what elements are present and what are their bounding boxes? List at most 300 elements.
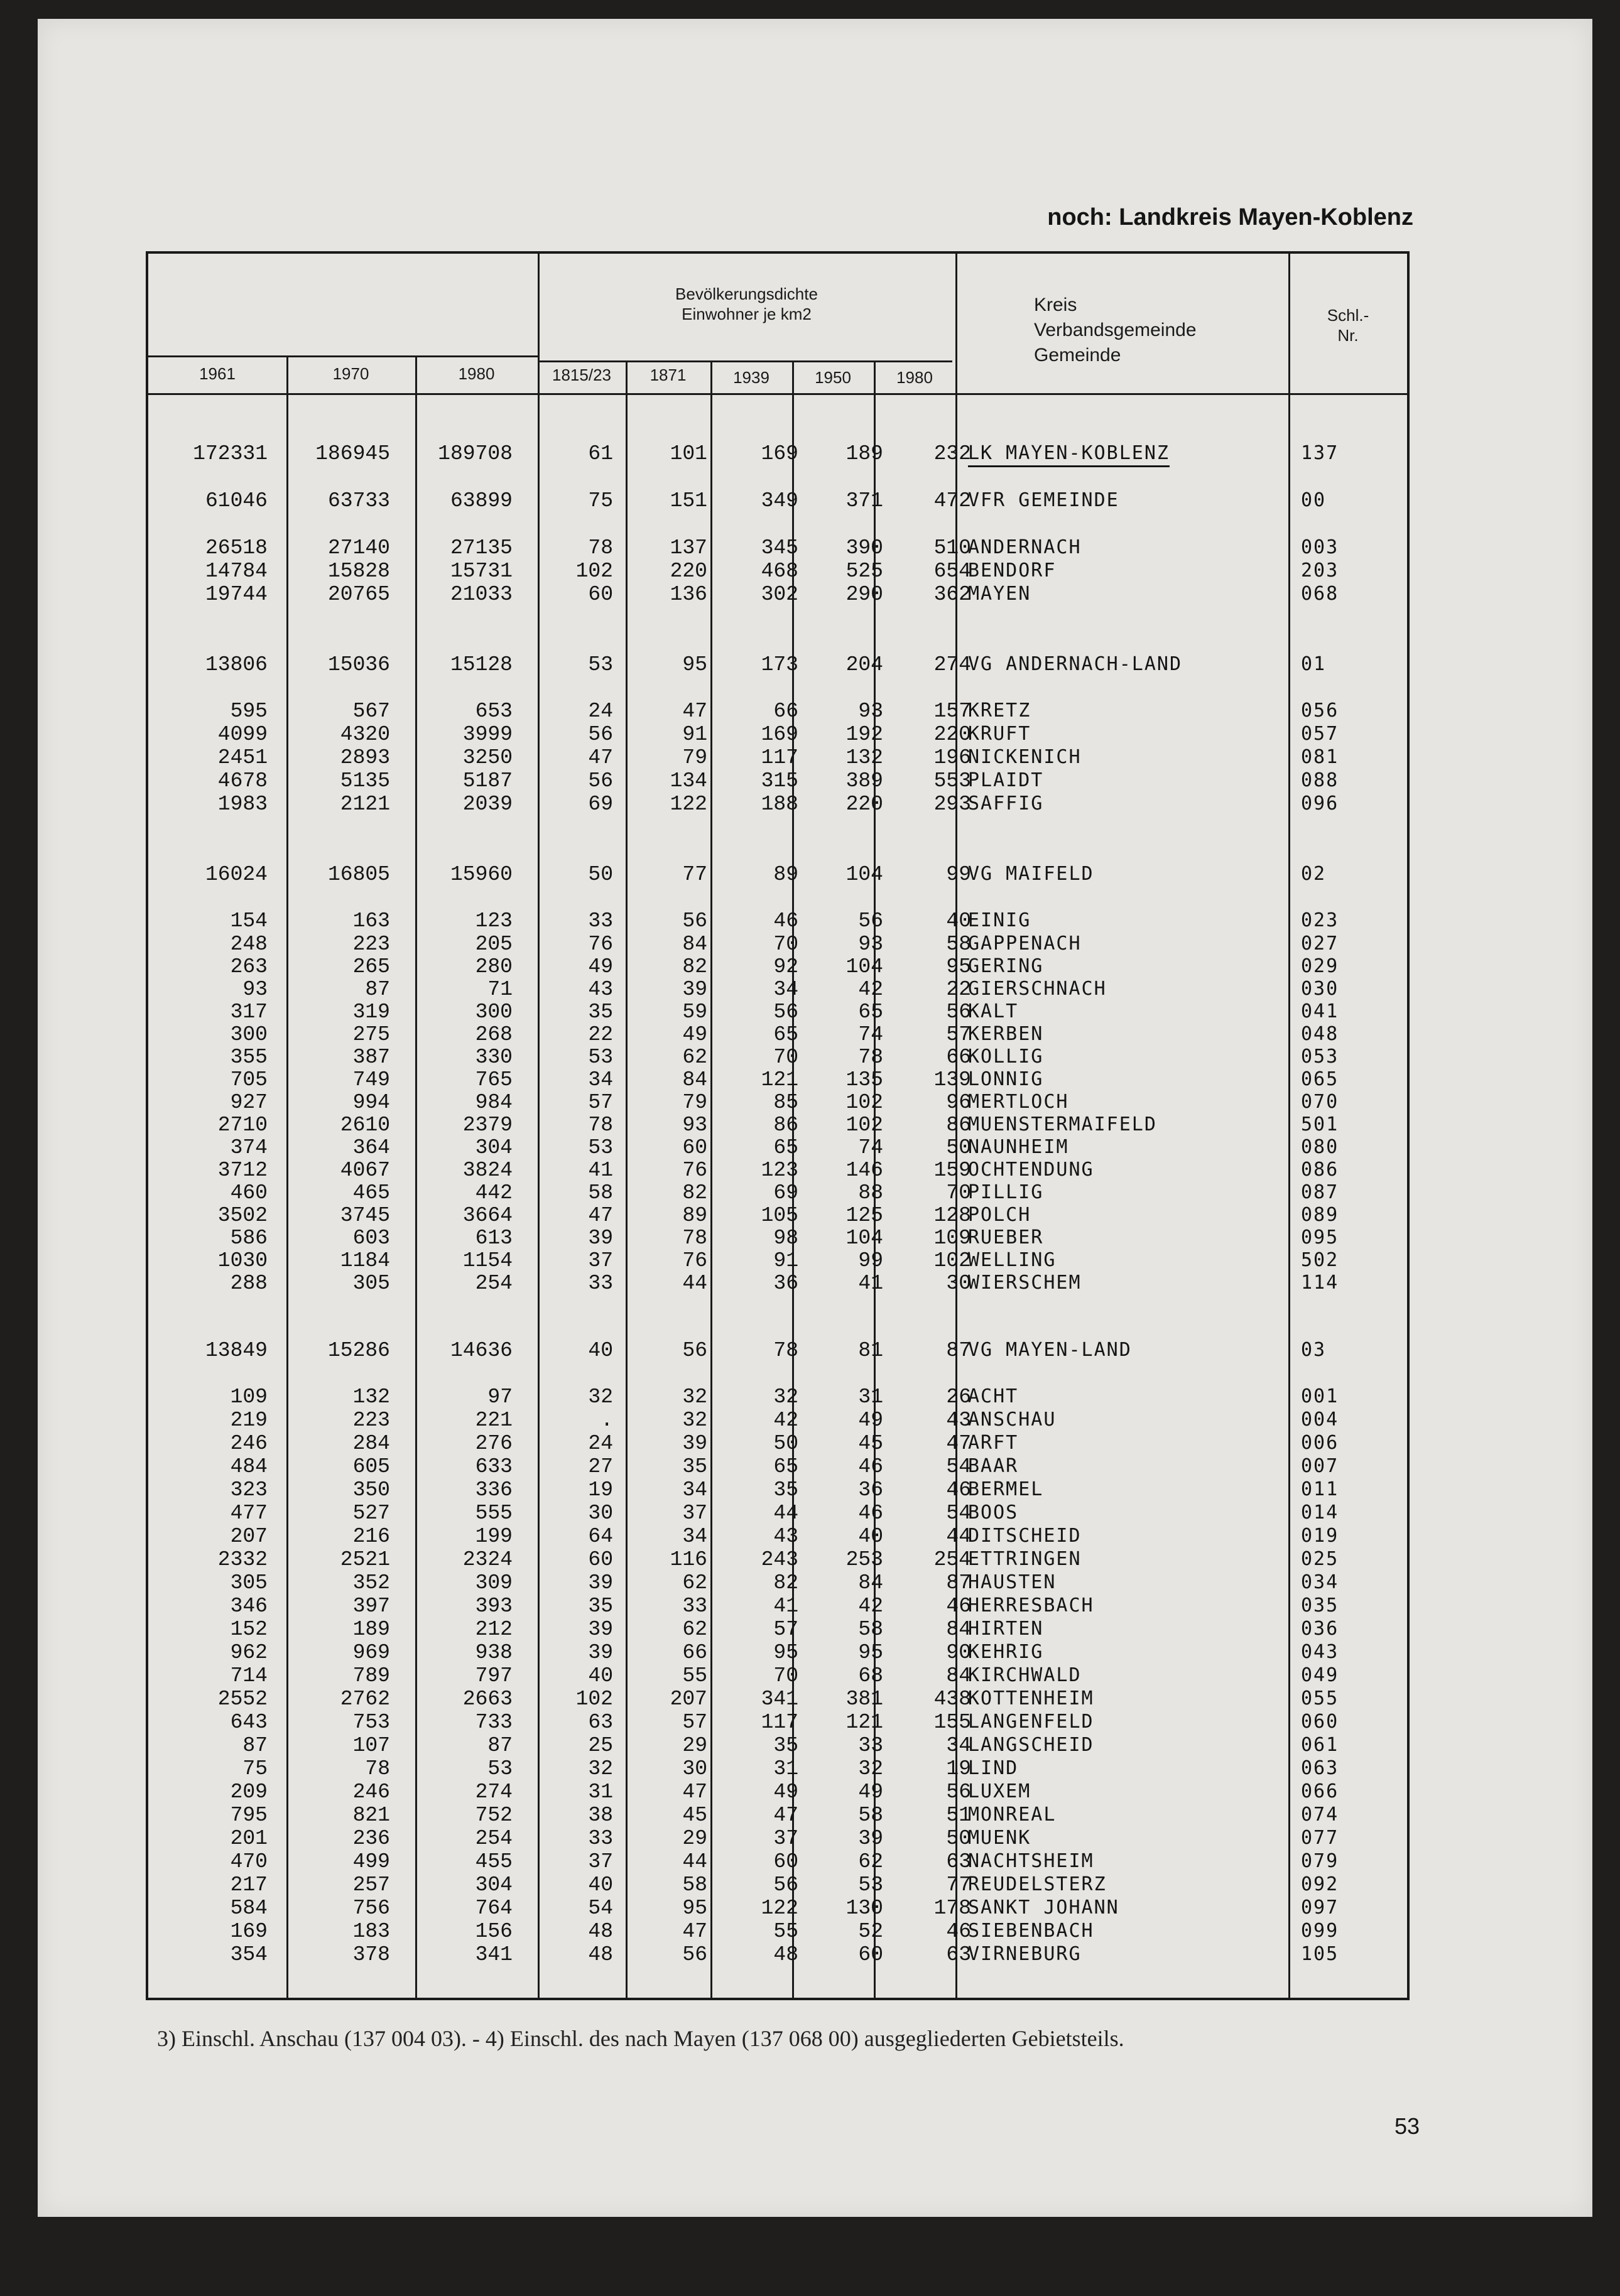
density-group-header: Bevölkerungsdichte Einwohner je km2 xyxy=(675,284,818,323)
cell-name: KRUFT xyxy=(968,723,1031,745)
cell-v1961: 16024 xyxy=(205,863,268,886)
cell-d1950: 389 xyxy=(845,769,883,793)
cell-v1961: 374 xyxy=(230,1136,268,1159)
cell-d1815: 19 xyxy=(588,1478,613,1502)
cell-d1939: 315 xyxy=(761,769,798,793)
cell-v1970: 27140 xyxy=(327,536,390,560)
cell-v1980: 199 xyxy=(475,1525,513,1548)
cell-name: LIND xyxy=(968,1757,1019,1779)
cell-d1815: 32 xyxy=(588,1385,613,1409)
cell-name: LUXEM xyxy=(968,1780,1031,1802)
cell-name: EINIG xyxy=(968,909,1031,931)
cell-nr: 02 xyxy=(1301,863,1327,885)
table-row xyxy=(148,1159,1412,1181)
cell-d1815: 56 xyxy=(588,769,613,793)
table-row xyxy=(148,1873,1412,1896)
cell-v1970: 756 xyxy=(352,1897,390,1920)
cell-d1980: 553 xyxy=(933,769,971,793)
cell-d1980: 19 xyxy=(946,1757,971,1780)
cell-v1961: 61046 xyxy=(205,489,268,512)
cell-nr: 001 xyxy=(1301,1385,1339,1407)
cell-nr: 501 xyxy=(1301,1113,1339,1135)
cell-nr: 092 xyxy=(1301,1873,1339,1895)
cell-nr: 066 xyxy=(1301,1780,1339,1802)
cell-v1961: 354 xyxy=(230,1943,268,1966)
cell-v1980: 555 xyxy=(475,1502,513,1525)
cell-d1815: 40 xyxy=(588,1664,613,1687)
cell-d1815: 38 xyxy=(588,1804,613,1827)
table-row xyxy=(148,1734,1412,1757)
cell-d1950: 381 xyxy=(845,1687,883,1711)
cell-nr: 061 xyxy=(1301,1734,1339,1756)
cell-d1939: 42 xyxy=(773,1409,798,1432)
cell-v1980: 938 xyxy=(475,1641,513,1664)
cell-d1871: 56 xyxy=(682,1339,707,1362)
cell-d1871: 49 xyxy=(682,1023,707,1046)
cell-d1980: 96 xyxy=(946,1091,971,1114)
cell-nr: 114 xyxy=(1301,1272,1339,1294)
cell-d1871: 34 xyxy=(682,1478,707,1502)
cell-d1950: 189 xyxy=(845,442,883,465)
cell-d1815: 34 xyxy=(588,1068,613,1091)
cell-d1980: 50 xyxy=(946,1136,971,1159)
cell-d1815: 53 xyxy=(588,1046,613,1069)
cell-d1939: 349 xyxy=(761,489,798,512)
cell-v1980: 274 xyxy=(475,1780,513,1804)
cell-v1980: 752 xyxy=(475,1804,513,1827)
cell-d1939: 36 xyxy=(773,1272,798,1295)
cell-name: KOTTENHEIM xyxy=(968,1687,1094,1709)
cell-d1939: 32 xyxy=(773,1385,798,1409)
cell-d1980: 50 xyxy=(946,1827,971,1850)
cell-d1939: 47 xyxy=(773,1804,798,1827)
table-row xyxy=(148,560,1412,582)
cell-d1939: 117 xyxy=(761,1711,798,1734)
cell-d1815: 39 xyxy=(588,1618,613,1641)
cell-name: NACHTSHEIM xyxy=(968,1850,1094,1872)
cell-d1815: 39 xyxy=(588,1641,613,1664)
cell-v1980: 3250 xyxy=(462,746,513,769)
cell-d1980: 56 xyxy=(946,1000,971,1024)
cell-d1871: 30 xyxy=(682,1757,707,1780)
cell-name: GIERSCHNACH xyxy=(968,978,1107,1000)
cell-v1970: 15286 xyxy=(327,1339,390,1362)
cell-nr: 023 xyxy=(1301,909,1339,931)
cell-nr: 004 xyxy=(1301,1409,1339,1431)
cell-name: SANKT JOHANN xyxy=(968,1897,1119,1919)
cell-v1961: 219 xyxy=(230,1409,268,1432)
cell-v1980: 341 xyxy=(475,1943,513,1966)
cell-d1871: 77 xyxy=(682,863,707,886)
cell-d1871: 95 xyxy=(682,653,707,676)
table-row xyxy=(148,1091,1412,1113)
cell-d1871: 62 xyxy=(682,1618,707,1641)
cell-name: VG MAYEN-LAND xyxy=(968,1339,1132,1361)
cell-name: POLCH xyxy=(968,1204,1031,1226)
table-row xyxy=(148,1181,1412,1204)
cell-d1939: 188 xyxy=(761,793,798,816)
cell-nr: 048 xyxy=(1301,1023,1339,1045)
cell-d1980: 46 xyxy=(946,1595,971,1618)
cell-v1980: 764 xyxy=(475,1897,513,1920)
cell-v1980: 87 xyxy=(487,1734,513,1757)
cell-v1961: 595 xyxy=(230,700,268,723)
cell-d1871: 101 xyxy=(670,442,707,465)
cell-d1815: 39 xyxy=(588,1227,613,1250)
cell-d1950: 33 xyxy=(858,1734,883,1757)
cell-d1871: 56 xyxy=(682,909,707,933)
cell-v1961: 2451 xyxy=(217,746,268,769)
cell-d1939: 86 xyxy=(773,1113,798,1137)
cell-d1939: 89 xyxy=(773,863,798,886)
cell-d1980: 99 xyxy=(946,863,971,886)
cell-d1815: 24 xyxy=(588,700,613,723)
cell-nr: 081 xyxy=(1301,746,1339,768)
cell-v1980: 2039 xyxy=(462,793,513,816)
cell-d1815: 32 xyxy=(588,1757,613,1780)
cell-d1950: 290 xyxy=(845,583,883,606)
cell-d1871: 59 xyxy=(682,1000,707,1024)
cell-d1939: 49 xyxy=(773,1780,798,1804)
cell-d1980: 95 xyxy=(946,955,971,978)
cell-nr: 007 xyxy=(1301,1455,1339,1477)
cell-d1939: 34 xyxy=(773,978,798,1001)
cell-d1815: 33 xyxy=(588,1272,613,1295)
table-row xyxy=(148,723,1412,745)
cell-v1970: 350 xyxy=(352,1478,390,1502)
cell-v1961: 217 xyxy=(230,1873,268,1897)
cell-name: GERING xyxy=(968,955,1044,977)
cell-nr: 025 xyxy=(1301,1548,1339,1570)
cell-name: VIRNEBURG xyxy=(968,1943,1082,1965)
cell-d1871: 47 xyxy=(682,1780,707,1804)
cell-name: NAUNHEIM xyxy=(968,1136,1069,1158)
cell-v1961: 154 xyxy=(230,909,268,933)
cell-d1871: 89 xyxy=(682,1204,707,1227)
cell-d1950: 60 xyxy=(858,1943,883,1966)
cell-v1980: 14636 xyxy=(450,1339,513,1362)
cell-nr: 030 xyxy=(1301,978,1339,1000)
cell-nr: 01 xyxy=(1301,653,1327,675)
cell-v1980: 300 xyxy=(475,1000,513,1024)
cell-v1961: 643 xyxy=(230,1711,268,1734)
cell-v1970: 15828 xyxy=(327,560,390,583)
table-row xyxy=(148,583,1412,605)
cell-v1970: 364 xyxy=(352,1136,390,1159)
cell-v1961: 209 xyxy=(230,1780,268,1804)
cell-d1815: 50 xyxy=(588,863,613,886)
cell-d1815: 102 xyxy=(575,560,613,583)
cell-d1950: 132 xyxy=(845,746,883,769)
cell-d1980: 54 xyxy=(946,1455,971,1478)
cell-d1815: 35 xyxy=(588,1000,613,1024)
cell-d1939: 41 xyxy=(773,1595,798,1618)
cell-d1871: 116 xyxy=(670,1548,707,1571)
cell-nr: 074 xyxy=(1301,1804,1339,1826)
cell-d1980: 44 xyxy=(946,1525,971,1548)
cell-d1950: 88 xyxy=(858,1181,883,1205)
cell-d1980: 510 xyxy=(933,536,971,560)
cell-v1980: 304 xyxy=(475,1136,513,1159)
cell-v1980: 268 xyxy=(475,1023,513,1046)
cell-d1950: 125 xyxy=(845,1204,883,1227)
cell-d1939: 37 xyxy=(773,1827,798,1850)
cell-v1970: 87 xyxy=(365,978,390,1001)
cell-v1970: 994 xyxy=(352,1091,390,1114)
cell-d1871: 93 xyxy=(682,1113,707,1137)
cell-v1970: 352 xyxy=(352,1571,390,1595)
cell-v1970: 15036 xyxy=(327,653,390,676)
cell-d1871: 37 xyxy=(682,1502,707,1525)
cell-v1970: 397 xyxy=(352,1595,390,1618)
kreis-label: Kreis xyxy=(1034,295,1077,315)
cell-v1970: 183 xyxy=(352,1920,390,1943)
gemeinde-label: Gemeinde xyxy=(1034,345,1121,366)
cell-nr: 099 xyxy=(1301,1920,1339,1942)
cell-v1980: 71 xyxy=(487,978,513,1001)
cell-d1950: 220 xyxy=(845,793,883,816)
cell-nr: 095 xyxy=(1301,1227,1339,1248)
cell-d1980: 178 xyxy=(933,1897,971,1920)
cell-name: BOOS xyxy=(968,1502,1019,1524)
cell-d1980: 232 xyxy=(933,442,971,465)
cell-v1970: 132 xyxy=(352,1385,390,1409)
cell-d1950: 204 xyxy=(845,653,883,676)
cell-name: KEHRIG xyxy=(968,1641,1044,1663)
cell-name: HIRTEN xyxy=(968,1618,1044,1640)
cell-v1961: 962 xyxy=(230,1641,268,1664)
cell-v1980: 330 xyxy=(475,1046,513,1069)
cell-d1815: 30 xyxy=(588,1502,613,1525)
cell-v1961: 460 xyxy=(230,1181,268,1205)
col-1970-header: 1970 xyxy=(332,364,369,383)
cell-d1980: 102 xyxy=(933,1249,971,1272)
cell-name: VFR GEMEINDE xyxy=(968,489,1119,511)
cell-d1871: 39 xyxy=(682,978,707,1001)
cell-d1815: 53 xyxy=(588,653,613,676)
cell-v1961: 2332 xyxy=(217,1548,268,1571)
col-1815-header: 1815/23 xyxy=(552,366,611,384)
cell-v1970: 163 xyxy=(352,909,390,933)
cell-v1970: 63733 xyxy=(327,489,390,512)
cell-d1950: 74 xyxy=(858,1023,883,1046)
cell-v1980: 254 xyxy=(475,1272,513,1295)
cell-nr: 03 xyxy=(1301,1339,1327,1361)
cell-d1815: 41 xyxy=(588,1159,613,1182)
cell-d1815: 25 xyxy=(588,1734,613,1757)
cell-nr: 043 xyxy=(1301,1641,1339,1663)
cell-d1939: 70 xyxy=(773,1664,798,1687)
cell-d1950: 45 xyxy=(858,1432,883,1455)
cell-v1961: 207 xyxy=(230,1525,268,1548)
cell-d1815: 48 xyxy=(588,1943,613,1966)
cell-d1980: 63 xyxy=(946,1850,971,1873)
cell-name: SIEBENBACH xyxy=(968,1920,1094,1942)
cell-v1970: 789 xyxy=(352,1664,390,1687)
table-row xyxy=(148,1571,1412,1594)
cell-v1970: 753 xyxy=(352,1711,390,1734)
cell-nr: 068 xyxy=(1301,583,1339,605)
table-row xyxy=(148,1272,1412,1294)
cell-d1871: 134 xyxy=(670,769,707,793)
cell-d1980: 66 xyxy=(946,1046,971,1069)
cell-d1939: 31 xyxy=(773,1757,798,1780)
cell-v1961: 4099 xyxy=(217,723,268,746)
table-row xyxy=(148,909,1412,932)
cell-v1961: 3502 xyxy=(217,1204,268,1227)
table-row xyxy=(148,769,1412,792)
cell-d1980: 293 xyxy=(933,793,971,816)
col-1980-density-header: 1980 xyxy=(896,368,933,387)
cell-name: LANGSCHEID xyxy=(968,1734,1094,1756)
cell-d1871: 76 xyxy=(682,1249,707,1272)
cell-d1950: 371 xyxy=(845,489,883,512)
cell-nr: 006 xyxy=(1301,1432,1339,1454)
cell-name: LK MAYEN-KOBLENZ xyxy=(968,442,1170,464)
col-1871-header: 1871 xyxy=(650,366,687,384)
cell-d1871: 29 xyxy=(682,1827,707,1850)
table-row xyxy=(148,1000,1412,1023)
cell-d1980: 472 xyxy=(933,489,971,512)
table-row xyxy=(148,1478,1412,1501)
col-1980-header: 1980 xyxy=(458,364,495,383)
cell-d1950: 95 xyxy=(858,1641,883,1664)
cell-v1961: 13849 xyxy=(205,1339,268,1362)
cell-d1815: 43 xyxy=(588,978,613,1001)
cell-d1815: 60 xyxy=(588,583,613,606)
table-row xyxy=(148,1204,1412,1227)
cell-v1970: 5135 xyxy=(340,769,390,793)
cell-nr: 055 xyxy=(1301,1687,1339,1709)
table-row xyxy=(148,1136,1412,1159)
cell-v1980: 221 xyxy=(475,1409,513,1432)
cell-d1950: 58 xyxy=(858,1804,883,1827)
cell-nr: 077 xyxy=(1301,1827,1339,1849)
cell-d1815: 33 xyxy=(588,1827,613,1850)
cell-v1980: 97 xyxy=(487,1385,513,1409)
cell-d1871: 220 xyxy=(670,560,707,583)
cell-v1980: 765 xyxy=(475,1068,513,1091)
cell-name: REUDELSTERZ xyxy=(968,1873,1107,1895)
cell-v1970: 2121 xyxy=(340,793,390,816)
cell-v1961: 323 xyxy=(230,1478,268,1502)
cell-v1970: 2762 xyxy=(340,1687,390,1711)
cell-v1980: 455 xyxy=(475,1850,513,1873)
cell-v1970: 257 xyxy=(352,1873,390,1897)
cell-v1961: 346 xyxy=(230,1595,268,1618)
cell-d1950: 49 xyxy=(858,1780,883,1804)
cell-nr: 057 xyxy=(1301,723,1339,745)
cell-name: MUENSTERMAIFELD xyxy=(968,1113,1157,1135)
cell-name: MAYEN xyxy=(968,583,1031,605)
cell-d1950: 146 xyxy=(845,1159,883,1182)
table-row xyxy=(148,1711,1412,1733)
cell-d1815: 39 xyxy=(588,1571,613,1595)
cell-v1980: 304 xyxy=(475,1873,513,1897)
cell-nr: 065 xyxy=(1301,1068,1339,1090)
cell-d1980: 86 xyxy=(946,1113,971,1137)
cell-d1939: 69 xyxy=(773,1181,798,1205)
cell-d1950: 78 xyxy=(858,1046,883,1069)
cell-d1815: 40 xyxy=(588,1873,613,1897)
cell-d1980: 63 xyxy=(946,1943,971,1966)
cell-v1961: 795 xyxy=(230,1804,268,1827)
cell-d1815: 27 xyxy=(588,1455,613,1478)
cell-name: HERRESBACH xyxy=(968,1595,1094,1616)
cell-d1871: 91 xyxy=(682,723,707,746)
cell-d1815: 78 xyxy=(588,1113,613,1137)
cell-v1980: 156 xyxy=(475,1920,513,1943)
cell-v1980: 309 xyxy=(475,1571,513,1595)
cell-name: BERMEL xyxy=(968,1478,1044,1500)
page-title: noch: Landkreis Mayen-Koblenz xyxy=(1047,204,1413,230)
cell-d1980: 57 xyxy=(946,1023,971,1046)
cell-d1939: 78 xyxy=(773,1339,798,1362)
cell-name: ANSCHAU xyxy=(968,1409,1057,1431)
cell-v1961: 586 xyxy=(230,1227,268,1250)
cell-d1871: 47 xyxy=(682,1920,707,1943)
cell-v1970: 969 xyxy=(352,1641,390,1664)
cell-v1980: 21033 xyxy=(450,583,513,606)
cell-d1815: 53 xyxy=(588,1136,613,1159)
cell-v1961: 19744 xyxy=(205,583,268,606)
cell-nr: 063 xyxy=(1301,1757,1339,1779)
cell-d1871: 78 xyxy=(682,1227,707,1250)
cell-d1980: 40 xyxy=(946,909,971,933)
cell-d1815: 24 xyxy=(588,1432,613,1455)
cell-nr: 502 xyxy=(1301,1249,1339,1271)
cell-v1961: 1983 xyxy=(217,793,268,816)
cell-name: WIERSCHEM xyxy=(968,1272,1082,1294)
cell-d1950: 36 xyxy=(858,1478,883,1502)
cell-d1815: 58 xyxy=(588,1181,613,1205)
cell-nr: 00 xyxy=(1301,489,1327,511)
table-row xyxy=(148,1595,1412,1617)
cell-d1815: 47 xyxy=(588,746,613,769)
cell-v1980: 2379 xyxy=(462,1113,513,1137)
cell-d1950: 46 xyxy=(858,1502,883,1525)
kreis-header xyxy=(1034,293,1273,368)
cell-d1950: 68 xyxy=(858,1664,883,1687)
cell-v1970: 265 xyxy=(352,955,390,978)
cell-v1980: 3824 xyxy=(462,1159,513,1182)
cell-d1939: 85 xyxy=(773,1091,798,1114)
cell-name: LANGENFELD xyxy=(968,1711,1094,1733)
cell-v1980: 63899 xyxy=(450,489,513,512)
cell-name: BENDORF xyxy=(968,560,1057,582)
table-row xyxy=(148,1618,1412,1640)
cell-v1961: 288 xyxy=(230,1272,268,1295)
cell-v1970: 387 xyxy=(352,1046,390,1069)
cell-nr: 003 xyxy=(1301,536,1339,558)
cell-d1950: 31 xyxy=(858,1385,883,1409)
footnote: 3) Einschl. Anschau (137 004 03). - 4) Einschl. des nach Mayen (137 068 00) ausgegliederten Gebietsteils. xyxy=(157,2026,1124,2051)
cell-d1950: 99 xyxy=(858,1249,883,1272)
cell-v1961: 246 xyxy=(230,1432,268,1455)
cell-d1939: 91 xyxy=(773,1249,798,1272)
cell-d1871: 32 xyxy=(682,1385,707,1409)
cell-name: LONNIG xyxy=(968,1068,1044,1090)
cell-v1980: 5187 xyxy=(462,769,513,793)
table-row xyxy=(148,1409,1412,1431)
cell-v1970: 605 xyxy=(352,1455,390,1478)
cell-d1815: 57 xyxy=(588,1091,613,1114)
cell-v1970: 305 xyxy=(352,1272,390,1295)
cell-v1970: 223 xyxy=(352,1409,390,1432)
cell-v1980: 276 xyxy=(475,1432,513,1455)
cell-v1980: 3999 xyxy=(462,723,513,746)
cell-d1950: 65 xyxy=(858,1000,883,1024)
